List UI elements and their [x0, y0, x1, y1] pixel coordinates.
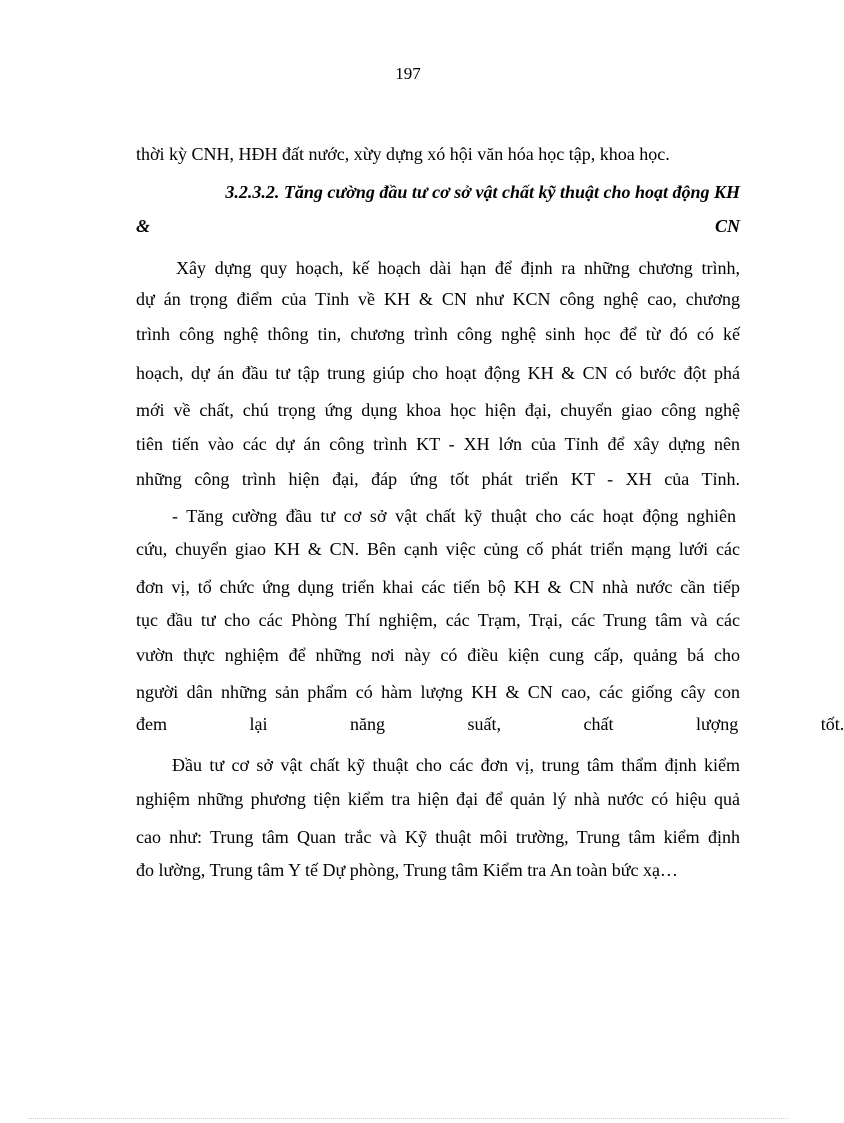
- text-line: thời kỳ CNH, HĐH đất nước, xừy dựng xó hội văn hóa học tập, khoa học.: [136, 144, 670, 164]
- text-line: vườn thực nghiệm để những nơi này có điều kiện cung cấp, quảng bá cho: [136, 645, 740, 665]
- text-line: hoạch, dự án đầu tư tập trung giúp cho hoạt động KH & CN có bước đột phá: [136, 363, 740, 383]
- text-line: những công trình hiện đại, đáp ứng tốt phát triển KT - XH của Tỉnh.: [136, 469, 740, 489]
- text-line: [136, 712, 844, 736]
- text-line: nghiệm những phương tiện kiểm tra hiện đại để quản lý nhà nước có hiệu quả: [136, 789, 740, 809]
- section-heading-ampersand: &: [136, 216, 151, 236]
- spread-line: đem lại năng suất, chất lượng tốt.: [136, 714, 844, 734]
- text-line: trình công nghệ thông tin, chương trình công nghệ sinh học để từ đó có kế: [136, 324, 740, 344]
- text-line: người dân những sản phẩm có hàm lượng KH & CN cao, các giống cây con: [136, 682, 740, 702]
- section-heading: 3.2.3.2. Tăng cường đầu tư cơ sở vật chất kỹ thuật cho hoạt động KH: [225, 182, 740, 202]
- text-line: tiên tiến vào các dự án công trình KT - XH lớn của Tỉnh để xây dựng nên: [136, 434, 740, 454]
- text-line: mới về chất, chú trọng ứng dụng khoa học hiện đại, chuyển giao công nghệ: [136, 400, 740, 420]
- section-heading-cn: CN: [714, 216, 740, 236]
- text-line: - Tăng cường đầu tư cơ sở vật chất kỹ thuật cho các hoạt động nghiên: [172, 506, 736, 526]
- text-line: tục đầu tư cho các Phòng Thí nghiệm, các Trạm, Trại, các Trung tâm và các: [136, 610, 740, 630]
- text-line: Đầu tư cơ sở vật chất kỹ thuật cho các đơn vị, trung tâm thẩm định kiểm: [172, 755, 740, 775]
- text-line: cao như: Trung tâm Quan trắc và Kỹ thuật môi trường, Trung tâm kiểm định: [136, 827, 740, 847]
- text-line: dự án trọng điểm của Tỉnh về KH & CN như KCN công nghệ cao, chương: [136, 289, 740, 309]
- text-line: Xây dựng quy hoạch, kế hoạch dài hạn để định ra những chương trình,: [176, 258, 740, 278]
- page-number: 197: [395, 64, 421, 83]
- text-line: đơn vị, tổ chức ứng dụng triển khai các tiến bộ KH & CN nhà nước cần tiếp: [136, 577, 740, 597]
- text-line: cứu, chuyển giao KH & CN. Bên cạnh việc củng cố phát triển mạng lưới các: [136, 539, 740, 559]
- text-line: đo lường, Trung tâm Y tế Dự phòng, Trung tâm Kiểm tra An toàn bức xạ…: [136, 860, 678, 880]
- footer-divider: [28, 1118, 788, 1119]
